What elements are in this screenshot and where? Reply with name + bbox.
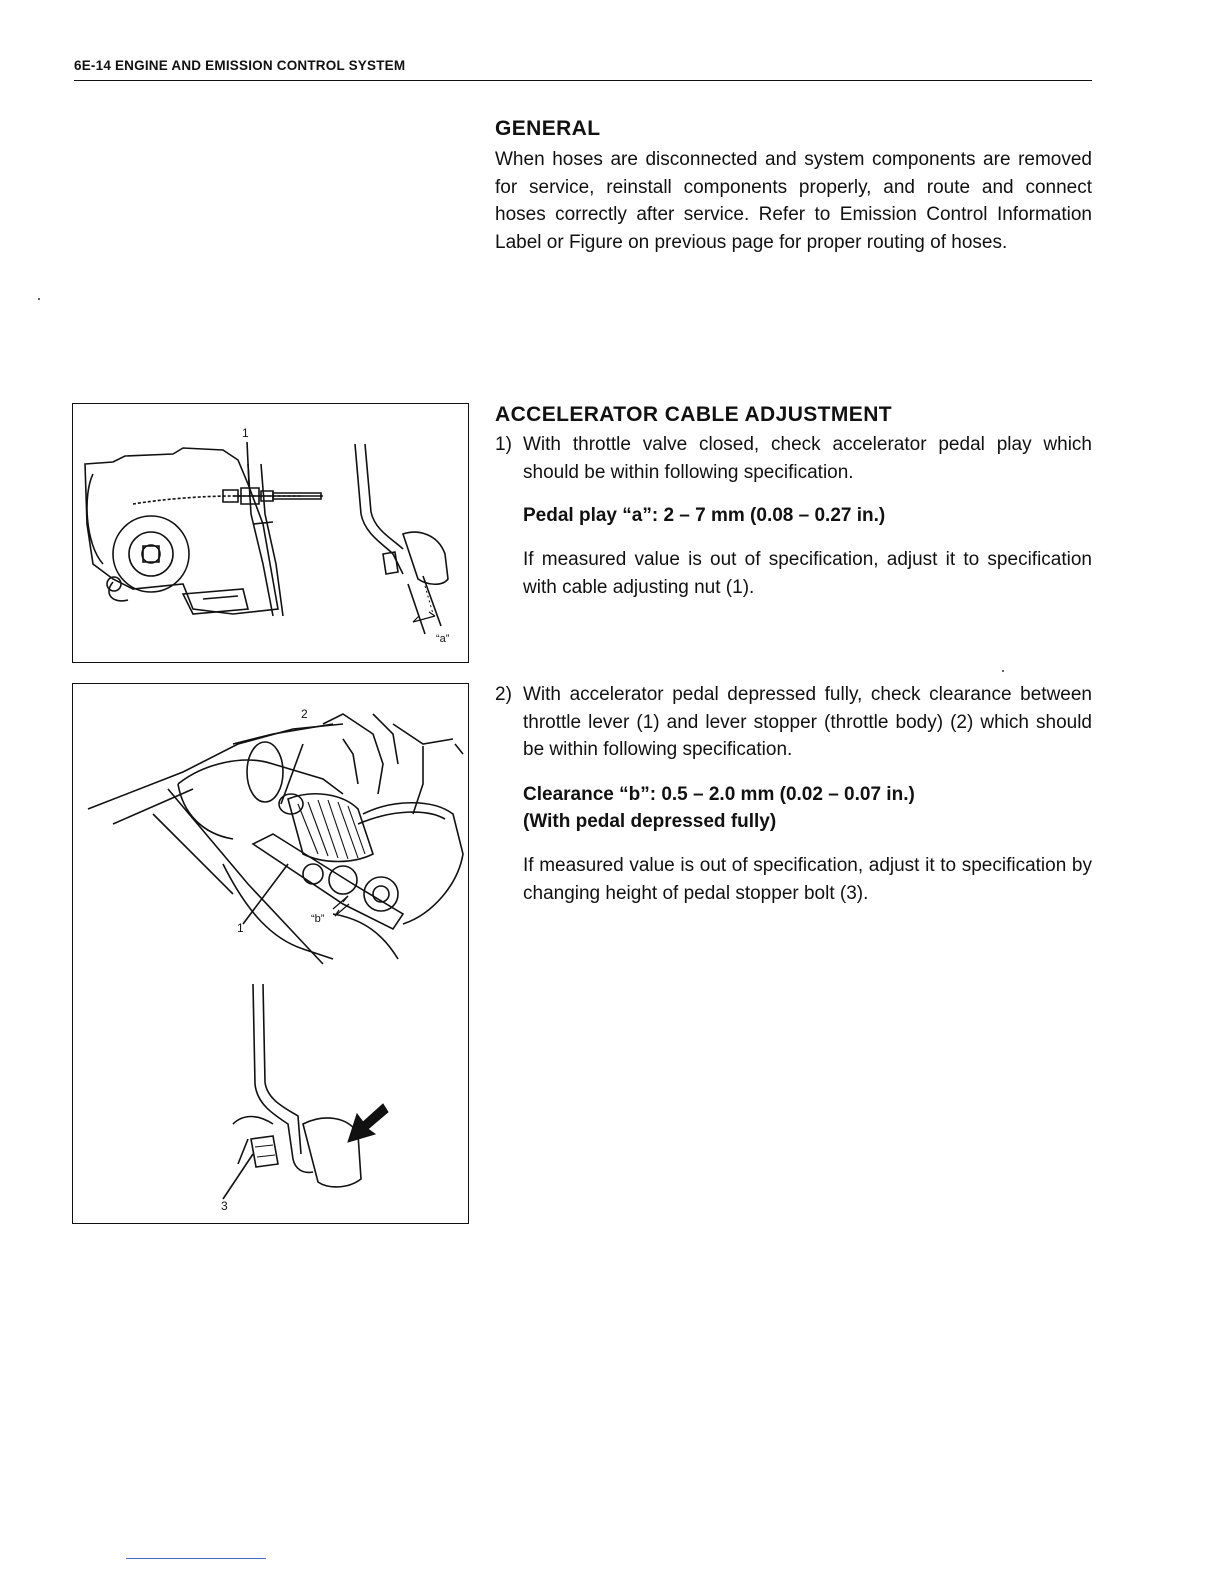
accelerator-heading: ACCELERATOR CABLE ADJUSTMENT	[495, 403, 892, 426]
step-2-number: 2)	[495, 684, 512, 705]
callout-a: “a”	[436, 633, 450, 645]
step-1-spec: Pedal play “a”: 2 – 7 mm (0.08 – 0.27 in.)	[523, 505, 886, 526]
page-header: 6E-14 ENGINE AND EMISSION CONTROL SYSTEM	[74, 58, 406, 73]
figure-cable-adjustment	[72, 403, 469, 663]
step-2-spec: Clearance “b”: 0.5 – 2.0 mm (0.02 – 0.07 in.)	[523, 784, 915, 805]
step-2-text: With accelerator pedal depressed fully, check clearance between throttle lever (1) and lever stopper (throttle body) (2) which should be within following specification.	[523, 684, 1092, 760]
step-1-number: 1)	[495, 434, 512, 455]
general-paragraph: When hoses are disconnected and system components are removed for service, reinstall components properly, and route and connect hoses correctly after service. Refer to Emission Control Information Label or Figure on previous page for proper routing of hoses.	[495, 149, 1092, 253]
step-1-note: If measured value is out of specification, adjust it to specification with cable adjusting nut (1).	[523, 549, 1092, 598]
figure-cable-drawing	[73, 404, 470, 664]
scan-dot	[1002, 670, 1004, 672]
callout-b: “b”	[311, 913, 325, 925]
header-rule	[74, 80, 1092, 81]
step-2-note: If measured value is out of specification, adjust it to specification by changing height of pedal stopper bolt (3).	[523, 855, 1092, 904]
footer-rule	[126, 1558, 266, 1559]
callout-1: 1	[237, 921, 244, 935]
scan-dot	[38, 298, 40, 300]
callout-2: 2	[301, 707, 308, 721]
step-1-text: With throttle valve closed, check accelerator pedal play which should be within following specification.	[523, 434, 1092, 483]
general-heading: GENERAL	[495, 117, 601, 140]
callout-3: 3	[221, 1199, 228, 1213]
figure-clearance-adjustment	[72, 683, 469, 1224]
step-2-spec-condition: (With pedal depressed fully)	[523, 811, 777, 832]
figure-clearance-drawing	[73, 684, 470, 1225]
callout-1: 1	[242, 426, 249, 440]
